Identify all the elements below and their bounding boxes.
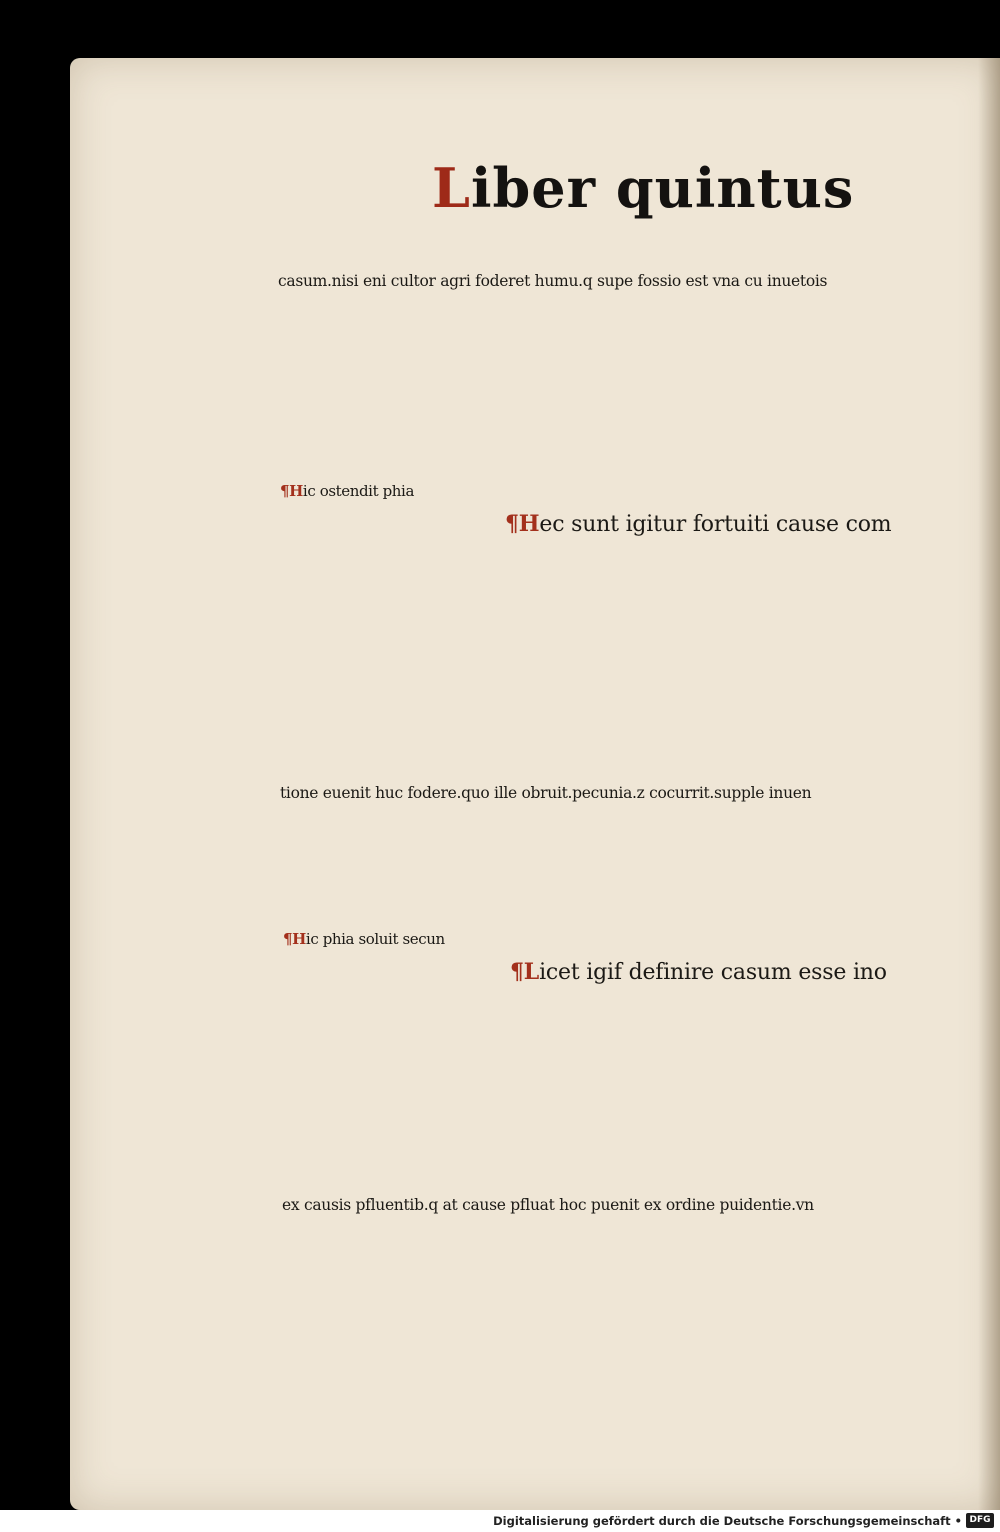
commentary-top (278, 228, 893, 424)
running-title (432, 156, 855, 220)
commentary-bottom (282, 1152, 897, 1220)
text-line: ¶Hic ostendit phia (280, 482, 414, 501)
text-line: ex causis pfluentib.q at cause pfluat hoc puenit ex ordine puidentie.vn (282, 1195, 814, 1214)
text-line: tione euenit huc fodere.quo ille obruit.pecunia.z cocurrit.supple inuen (280, 783, 812, 802)
text-line: ¶Hic phia soluit secun (283, 930, 445, 949)
digitization-credit: Digitalisierung gefördert durch die Deutsche Forschungsgemeinschaft • (493, 1514, 962, 1528)
dfg-logo-icon: DFG (966, 1513, 994, 1528)
main-text-1 (505, 438, 895, 722)
running-title-initial: L (432, 156, 471, 220)
text-line: ¶Hec sunt igitur fortuiti cause com (505, 511, 892, 538)
gloss-left-2 (283, 888, 495, 1142)
text-line: ¶Licet igif definire casum esse ino (510, 959, 887, 986)
page-gutter-shadow (978, 58, 1000, 1510)
commentary-mid (280, 740, 895, 872)
text-line: casum.nisi eni cultor agri foderet humu.q supe fossio est vna cu inuetois (278, 271, 828, 290)
main-text-2 (510, 886, 895, 1136)
running-title-rest: iber quintus (470, 156, 855, 220)
gloss-left-1 (280, 440, 495, 736)
